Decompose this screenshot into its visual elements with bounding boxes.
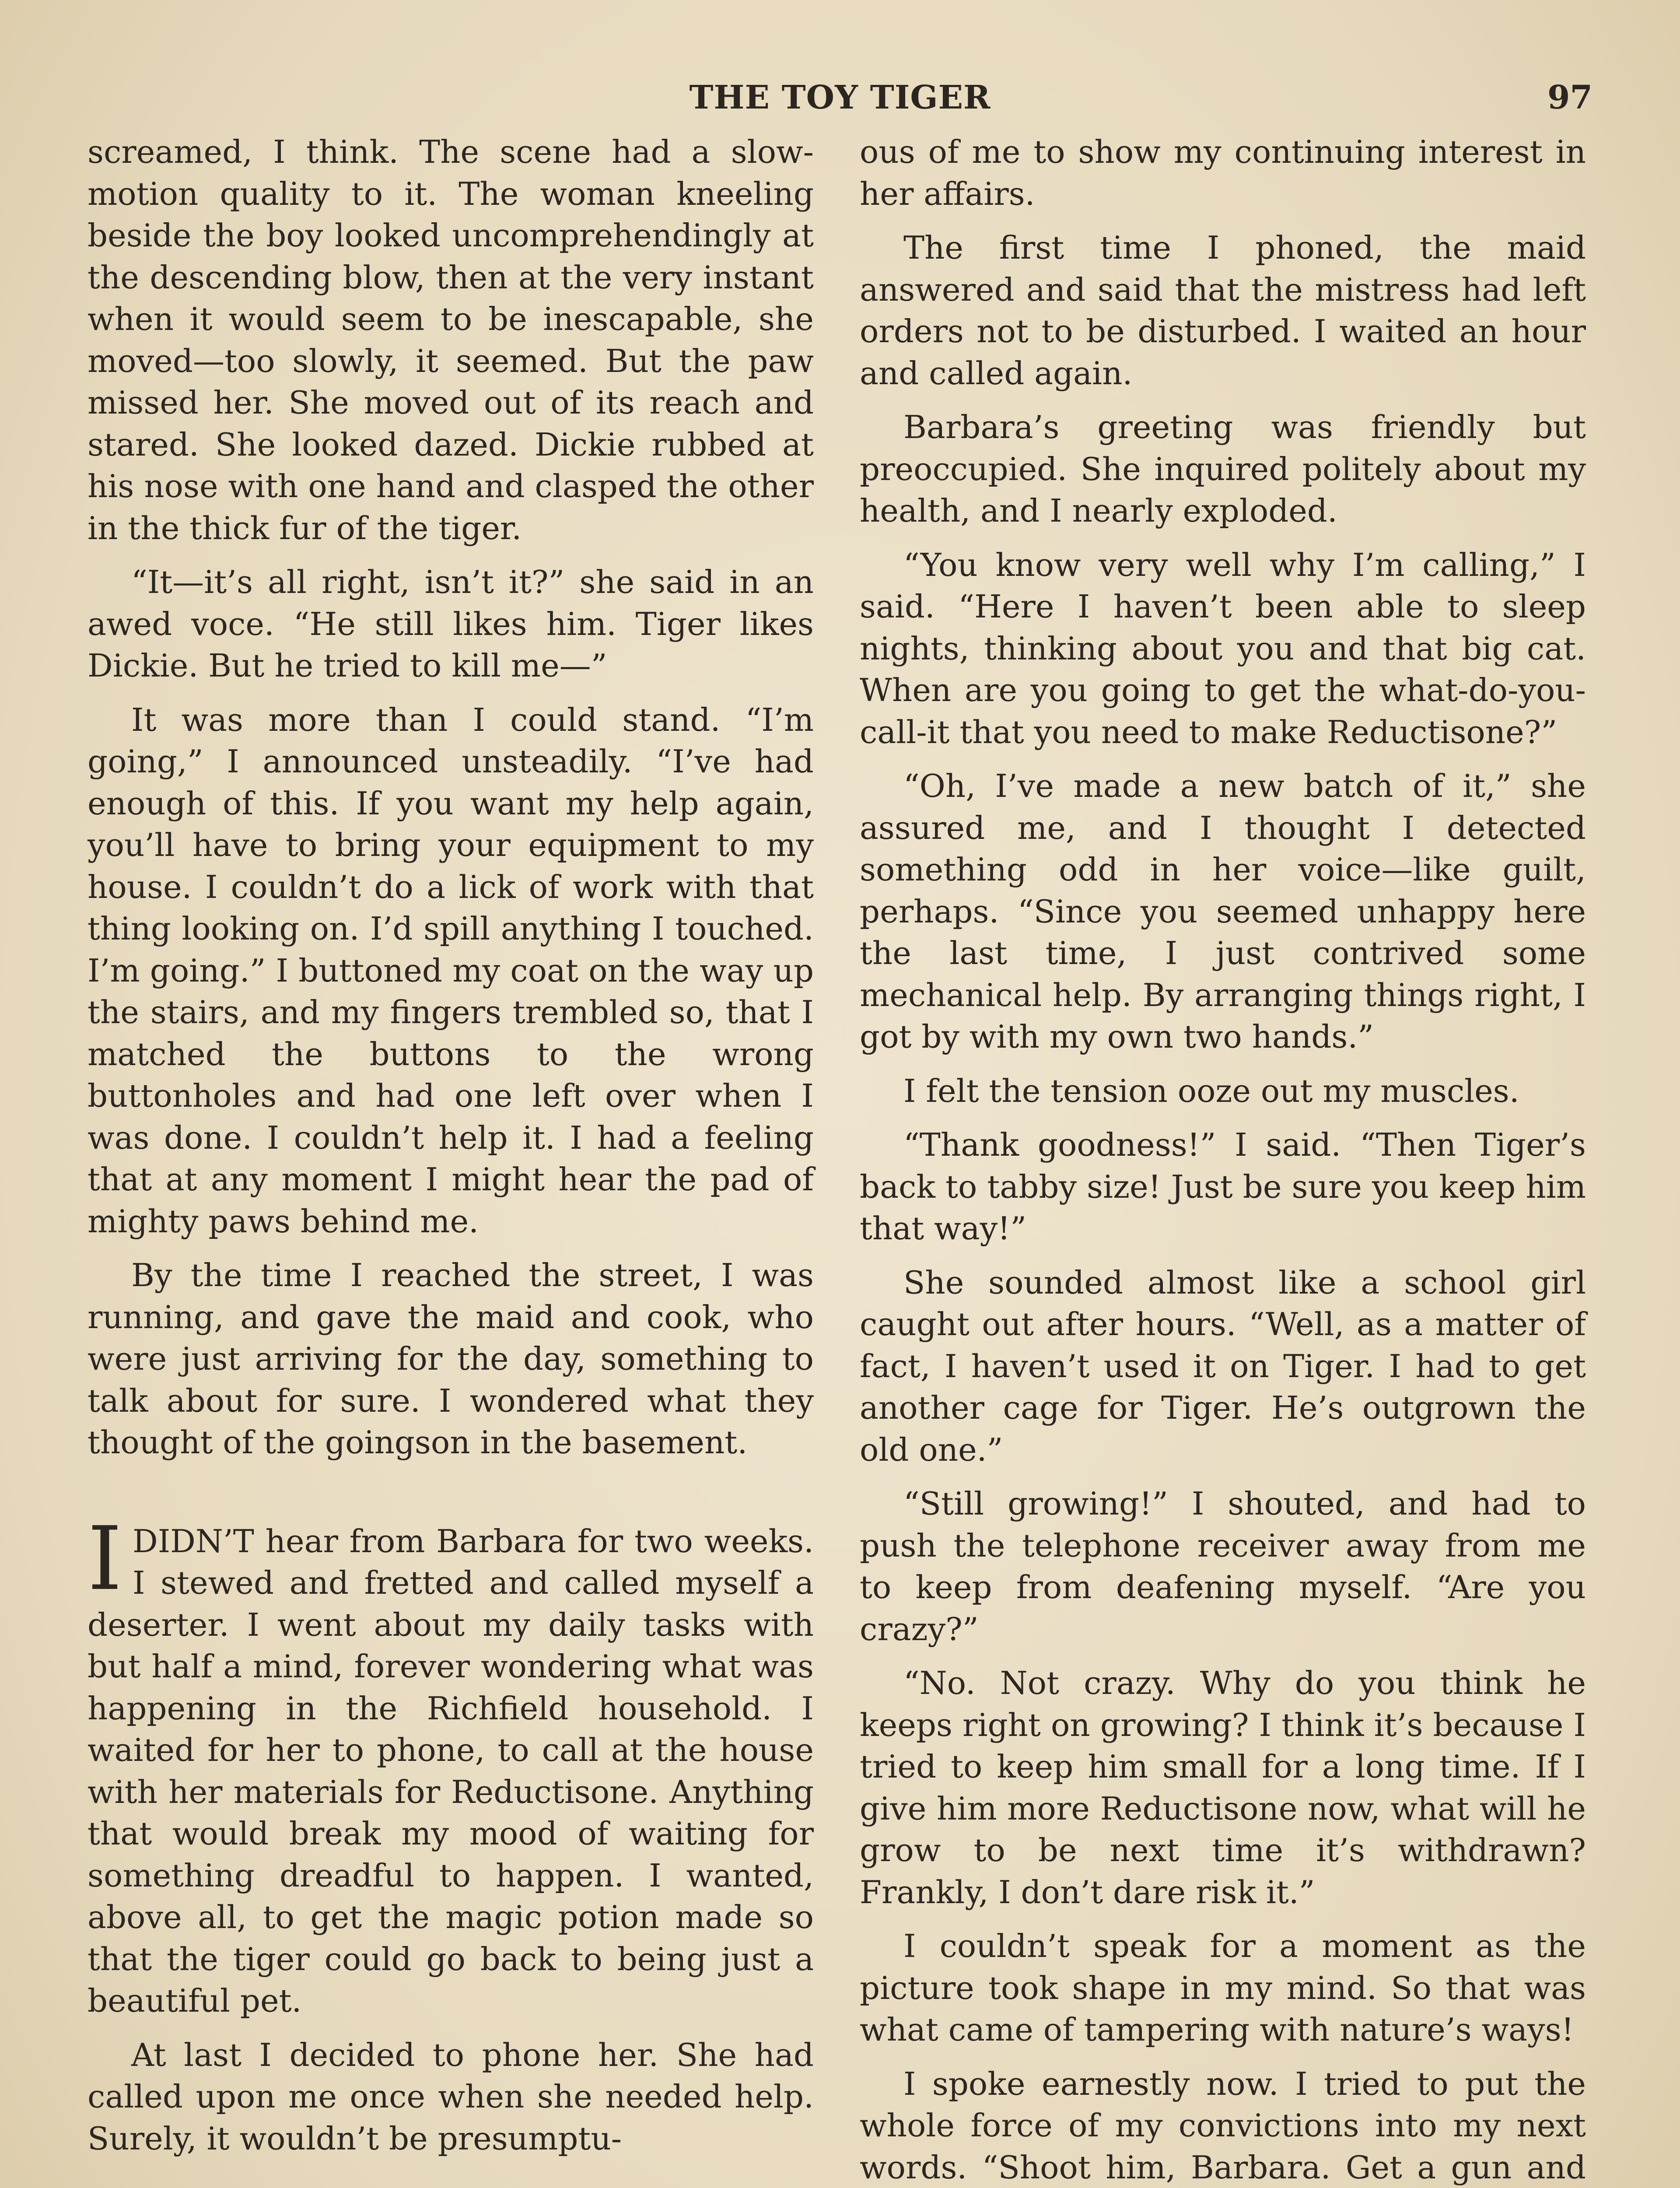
running-title: THE TOY TIGER: [689, 79, 991, 116]
paragraph: It was more than I could stand. “I’m going,” I announced unsteadily. “I’ve had enough of this. If you want my help again, you’ll have to bring your equipment to my house. I couldn’t do a lick of work with that thing looking on. I’d spill anything I touched. I’m going.” I buttoned my coat on the way up the stairs, and my fingers trembled so, that I matched the buttons to the wrong buttonholes and had one left over when I was done. I couldn’t help it. I had a feeling that at any moment I might hear the pad of mighty paws behind me.: [88, 701, 814, 1240]
paragraph: “Oh, I’ve made a new batch of it,” she assured me, and I thought I detected something odd in her voice—like guilt, perhaps. “Since you seemed unhappy here the last time, I just contrived some mechanical help. By arranging things right, I got by with my own two hands.”: [860, 768, 1586, 1055]
paragraph: screamed, I think. The scene had a slow-motion quality to it. The woman kneeling beside the boy looked uncomprehendingly at the descending blow, then at the very instant when it would seem to be inescapable, she moved—too slowly, it seemed. But the paw missed her. She moved out of its reach and stared. She looked dazed. Dickie rubbed at his nose with one hand and clasped the other in the thick fur of the tiger.: [88, 133, 814, 547]
paragraph: At last I decided to phone her. She had called upon me once when she needed help. Surely, it wouldn’t be presumptu-: [88, 2036, 814, 2157]
right-column: [860, 131, 1586, 2188]
paragraph: I couldn’t speak for a moment as the picture took shape in my mind. So that was what came of tampering with nature’s ways!: [860, 1928, 1586, 2048]
left-column: [88, 131, 814, 2172]
drop-cap: I: [88, 1508, 122, 1610]
paragraph: “It—it’s all right, isn’t it?” she said in an awed voce. “He still likes him. Tiger likes Dickie. But he tried to kill me—”: [88, 564, 814, 684]
page-number: 97: [1547, 79, 1592, 116]
paragraph: “Still growing!” I shouted, and had to push the telephone receiver away from me to keep from deafening myself. “Are you crazy?”: [860, 1485, 1586, 1648]
paragraph: “No. Not crazy. Why do you think he keeps right on growing? I think it’s because I tried to keep him small for a long time. If I give him more Reductisone now, what will he grow to be next time it’s withdrawn? Frankly, I don’t dare risk it.”: [860, 1665, 1586, 1911]
section-paragraph-text: DIDN’T hear from Barbara for two weeks. I stewed and fretted and called myself a deserter. I went about my daily tasks with but half a mind, forever wondering what was happening in the Richfield household. I waited for her to phone, to call at the house with her materials for Reductisone. Anything that would break my mood of waiting for something dreadful to happen. I wanted, above all, to get the magic potion made so that the tiger could go back to being just a beautiful pet.: [88, 1522, 814, 2019]
paragraph: By the time I reached the street, I was running, and gave the maid and cook, who were just arriving for the day, something to talk about for sure. I wondered what they thought of the goingson in the basement.: [88, 1257, 814, 1461]
paragraph: She sounded almost like a school girl caught out after hours. “Well, as a matter of fact, I haven’t used it on Tiger. I had to get another cage for Tiger. He’s outgrown the old one.”: [860, 1264, 1586, 1468]
paragraph: “Thank goodness!” I said. “Then Tiger’s back to tabby size! Just be sure you keep him that way!”: [860, 1126, 1586, 1247]
paragraph: “You know very well why I’m calling,” I said. “Here I haven’t been able to sleep nights, thinking about you and that big cat. When are you going to get the what-do-you-call-it that you need to make Reductisone?”: [860, 546, 1586, 750]
page-header: [88, 79, 1592, 127]
paragraph: The first time I phoned, the maid answered and said that the mistress had left orders not to be disturbed. I waited an hour and called again.: [860, 229, 1586, 392]
section-opening-paragraph: [88, 1508, 814, 2022]
paragraph: I felt the tension ooze out my muscles.: [903, 1072, 1519, 1109]
paragraph: ous of me to show my continuing interest in her affairs.: [860, 133, 1586, 212]
paragraph: Barbara’s greeting was friendly but preoccupied. She inquired politely about my health, and I nearly exploded.: [860, 409, 1586, 529]
paragraph: I spoke earnestly now. I tried to put the whole force of my convictions into my next words. “Shoot him, Barbara. Get a gun and: [860, 2065, 1586, 2186]
